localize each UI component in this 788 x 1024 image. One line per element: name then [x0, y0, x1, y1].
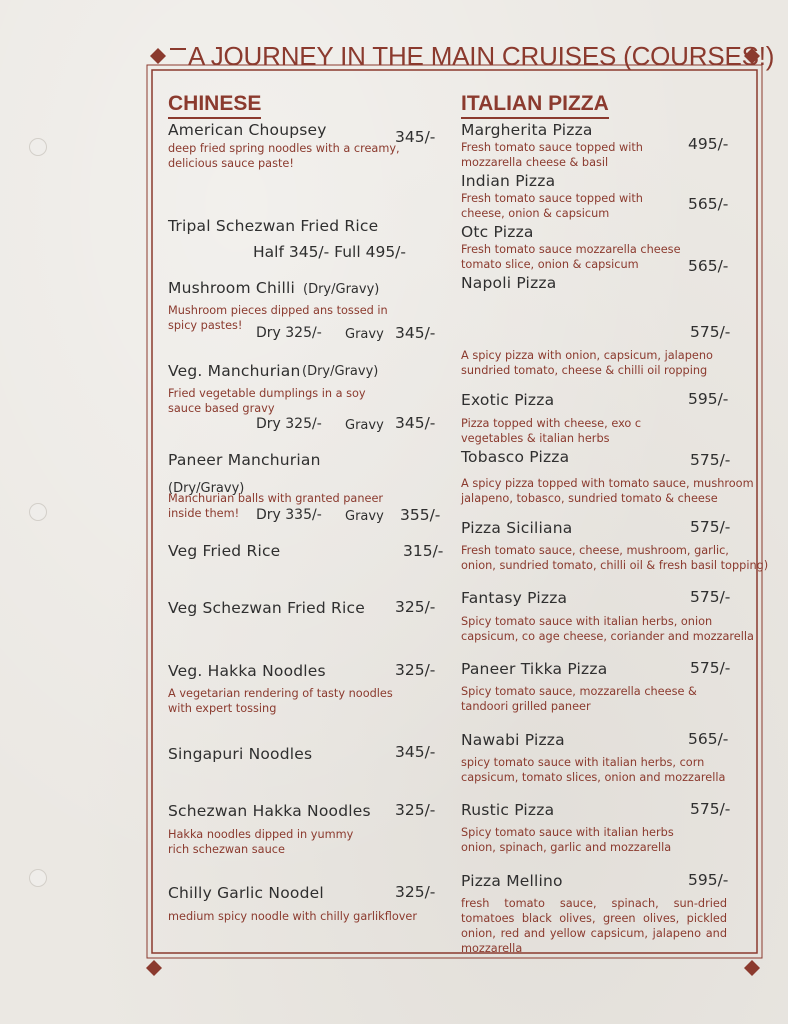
item-price: 325/-	[395, 661, 436, 679]
item-price: Half 345/- Full 495/-	[253, 243, 407, 261]
item-name: Pizza Mellino	[461, 872, 563, 890]
section-heading-chinese: CHINESE	[168, 92, 261, 116]
item-price: 575/-	[690, 518, 731, 536]
item-name: Chilly Garlic Noodel	[168, 884, 324, 902]
item-desc: Mushroom pieces dipped ans tossed in spicy pastes!	[168, 304, 388, 332]
item-price: 325/-	[395, 883, 436, 901]
item-price: 575/-	[690, 800, 731, 818]
gravy-label: Gravy	[345, 509, 384, 524]
item-desc: Fried vegetable dumplings in a soy sauce based gravy	[168, 387, 366, 415]
item-desc: A spicy pizza with onion, capsicum, jalapeno sundried tomato, cheese & chilli oil ropping	[461, 349, 713, 377]
item-desc: Fresh tomato sauce topped with mozzarella cheese & basil	[461, 141, 643, 169]
item-price: 575/-	[690, 451, 731, 469]
item-price: 575/-	[690, 659, 731, 677]
item-price: 575/-	[690, 588, 731, 606]
item-price: 595/-	[688, 390, 729, 408]
item-name: Margherita Pizza	[461, 121, 593, 139]
item-name: Veg. Manchurian	[168, 362, 301, 380]
item-name: Indian Pizza	[461, 172, 556, 190]
corner-leaf-icon	[146, 960, 162, 976]
item-desc: medium spicy noodle with chilly garlikflover	[168, 910, 418, 923]
item-desc: Fresh tomato sauce topped with cheese, onion & capsicum	[461, 192, 643, 220]
item-price: 345/-	[395, 743, 436, 761]
corner-leaf-icon	[744, 960, 760, 976]
item-desc: Pizza topped with cheese, exo c vegetables & italian herbs	[461, 417, 642, 445]
item-price: 495/-	[688, 135, 729, 153]
item-desc: Manchurian balls with granted paneer inside them!	[168, 492, 384, 520]
item-price: 565/-	[688, 730, 729, 748]
dry-price: Dry 335/-	[256, 507, 322, 523]
item-name: Tripal Schezwan Fried Rice	[168, 217, 379, 235]
item-name: American Choupsey	[168, 121, 327, 139]
item-price: 345/-	[395, 128, 436, 146]
item-desc: Spicy tomato sauce, mozzarella cheese & tandoori grilled paneer	[461, 685, 697, 713]
item-name: Mushroom Chilli	[168, 279, 295, 297]
section-heading-italian-pizza: ITALIAN PIZZA	[461, 92, 609, 116]
item-name: Schezwan Hakka Noodles	[168, 802, 371, 820]
item-desc: fresh tomato sauce, spinach, sun-dried tomatoes black olives, green olives, pickled onion, red and yellow capsicum, jalapeno and mozzarella	[461, 897, 727, 955]
item-modifier: (Dry/Gravy)	[303, 282, 380, 297]
page-title: A JOURNEY IN THE MAIN CRUISES (COURSES!)	[188, 41, 775, 71]
item-desc: Fresh tomato sauce mozzarella cheese tomato slice, onion & capsicum	[461, 243, 681, 271]
item-name: Paneer Manchurian	[168, 451, 321, 469]
item-price: 315/-	[403, 542, 444, 560]
gravy-price: 345/-	[395, 414, 436, 432]
item-desc: Spicy tomato sauce with italian herbs, onion capsicum, co age cheese, coriander and mozzarella	[461, 615, 754, 643]
corner-leaf-icon	[150, 48, 166, 64]
gravy-label: Gravy	[345, 327, 384, 342]
item-name: Nawabi Pizza	[461, 731, 565, 749]
item-price: 325/-	[395, 598, 436, 616]
dry-price: Dry 325/-	[256, 416, 322, 432]
item-desc: A spicy pizza topped with tomato sauce, mushroom jalapeno, tobasco, sundried tomato & cheese	[461, 477, 754, 505]
item-price: 565/-	[688, 257, 729, 275]
item-desc: Spicy tomato sauce with italian herbs onion, spinach, garlic and mozzarella	[461, 826, 674, 854]
item-price: 565/-	[688, 195, 729, 213]
item-desc: Fresh tomato sauce, cheese, mushroom, garlic, onion, sundried tomato, chilli oil & fresh basil topping)	[461, 544, 769, 572]
item-desc: A vegetarian rendering of tasty noodles with expert tossing	[168, 687, 393, 715]
item-name: Fantasy Pizza	[461, 589, 568, 607]
item-modifier: (Dry/Gravy)	[168, 481, 245, 496]
item-desc: Hakka noodles dipped in yummy rich schezwan sauce	[168, 828, 354, 856]
item-desc: spicy tomato sauce with italian herbs, corn capsicum, tomato slices, onion and mozzarella	[461, 756, 726, 784]
item-name: Pizza Siciliana	[461, 519, 573, 537]
item-name: Tobasco Pizza	[461, 448, 570, 466]
item-desc: deep fried spring noodles with a creamy, delicious sauce paste!	[168, 142, 400, 170]
item-name: Exotic Pizza	[461, 391, 555, 409]
item-name: Napoli Pizza	[461, 274, 557, 292]
item-name: Veg Schezwan Fried Rice	[168, 599, 365, 617]
item-name: Singapuri Noodles	[168, 745, 313, 763]
item-price: 575/-	[690, 323, 731, 341]
item-name: Rustic Pizza	[461, 801, 555, 819]
gravy-price: 355/-	[400, 506, 441, 524]
gravy-price: 345/-	[395, 324, 436, 342]
dry-price: Dry 325/-	[256, 325, 322, 341]
item-price: 595/-	[688, 871, 729, 889]
item-name: Veg Fried Rice	[168, 542, 281, 560]
item-name: Otc Pizza	[461, 223, 534, 241]
item-modifier: (Dry/Gravy)	[302, 364, 379, 379]
item-name: Paneer Tikka Pizza	[461, 660, 608, 678]
item-name: Veg. Hakka Noodles	[168, 662, 326, 680]
item-price: 325/-	[395, 801, 436, 819]
gravy-label: Gravy	[345, 418, 384, 433]
